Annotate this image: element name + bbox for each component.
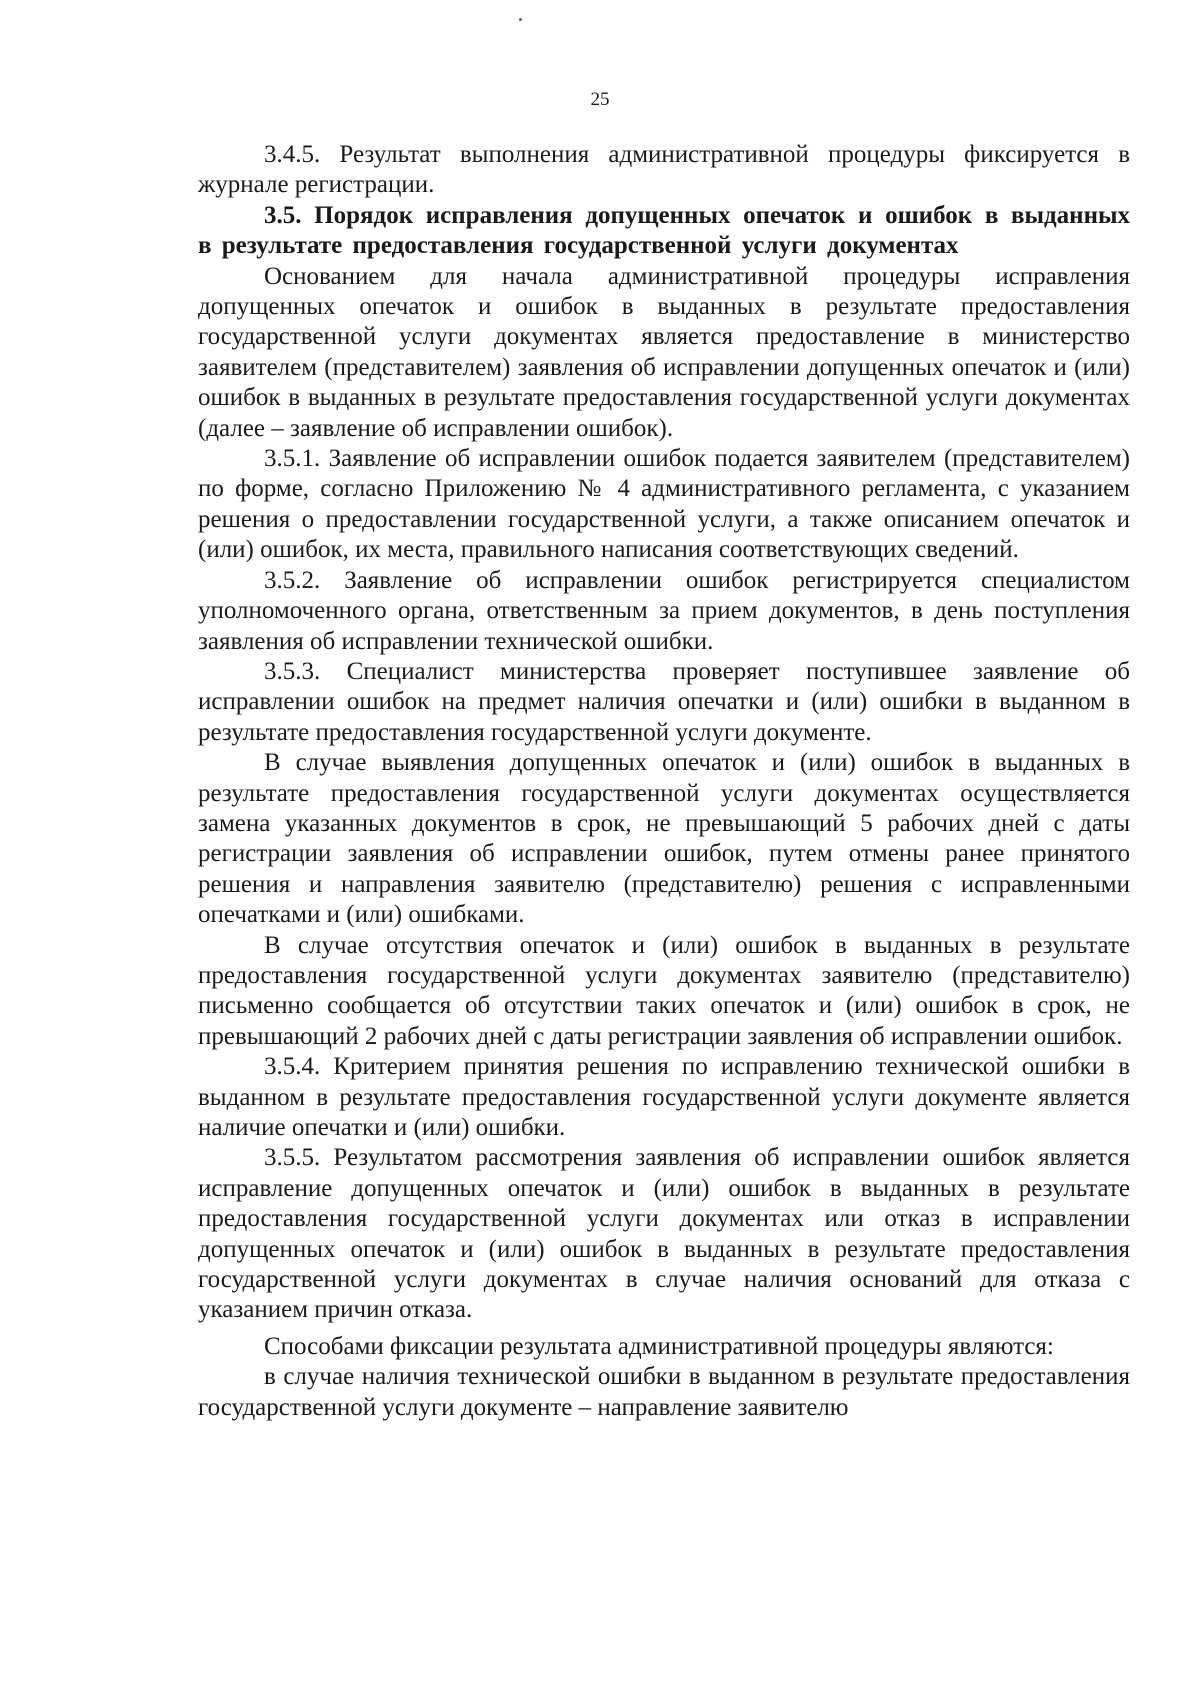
paragraph-3-5-4: 3.5.4. Критерием принятия решения по исправлению технической ошибки в выданном в результате предоставления государственной услуги документе является наличие опечатки и (или) ошибки.: [198, 1053, 1130, 1141]
paragraph-3-5-2: 3.5.2. Заявление об исправлении ошибок регистрируется специалистом уполномоченного органа, ответственным за прием документов, в день поступления заявления об исправлении технической ошибки.: [198, 566, 1130, 655]
paragraph-basis: Основанием для начала административной процедуры исправления допущенных опечаток и ошибок в выданных в результате предоставления государственной услуги документах является предоставление в министерство заявителем (представителем) заявления об исправлении допущенных опечаток и (или) ошибок в выданных в результате предоставления государственной услуги документах (далее – заявление об исправлении ошибок).: [198, 262, 1130, 442]
paragraph-methods: Способами фиксации результата административной процедуры являются:: [264, 1332, 1054, 1360]
paragraph-3-5-1: 3.5.1. Заявление об исправлении ошибок подается заявителем (представителем) по форме, согласно Приложению № 4 административного регламента, с указанием решения о предоставлении государственной услуги, а также описанием опечаток и (или) ошибок, их места, правильного написания соответствующих сведений.: [198, 445, 1130, 564]
scan-speck: [519, 18, 522, 21]
page-number: 25: [590, 89, 610, 110]
paragraph-3-5-5: 3.5.5. Результатом рассмотрения заявления об исправлении ошибок является исправление допущенных опечаток и (или) ошибок в выданных в результате предоставления государственной услуги документах или отказ в исправлении допущенных опечаток и (или) ошибок в выданных в результате предоставления государственной услуги документах в случае наличия оснований для отказа с указанием причин отказа.: [198, 1144, 1130, 1324]
paragraph-3-4-5: 3.4.5. Результат выполнения административной процедуры фиксируется в журнале регистрации.: [198, 141, 1130, 199]
paragraph-case-absent: В случае отсутствия опечаток и (или) ошибок в выданных в результате предоставления государственной услуги документах заявителю (представителю) письменно сообщается об отсутствии таких опечаток и (или) ошибок в срок, не превышающий 2 рабочих дней с даты регистрации заявления об исправлении ошибок.: [198, 931, 1130, 1050]
section-heading-3-5: 3.5. Порядок исправления допущенных опечаток и ошибок в выданных в результате предоставления государственной услуги документах: [198, 201, 1130, 260]
document-body: [198, 140, 1130, 1423]
paragraph-3-5-3: 3.5.3. Специалист министерства проверяет поступившее заявление об исправлении ошибок на предмет наличия опечатки и (или) ошибки в выданном в результате предоставления государственной услуги документе.: [198, 657, 1130, 746]
paragraph-case-found: В случае выявления допущенных опечаток и (или) ошибок в выданных в результате предоставления государственной услуги документах осуществляется замена указанных документов в срок, не превышающий 5 рабочих дней с даты регистрации заявления об исправлении ошибок, путем отмены ранее принятого решения и направления заявителю (представителю) решения с исправленными опечатками и (или) ошибками.: [198, 749, 1130, 929]
paragraph-case-tech: в случае наличия технической ошибки в выданном в результате предоставления государственной услуги документе – направление заявителю: [198, 1363, 1130, 1421]
